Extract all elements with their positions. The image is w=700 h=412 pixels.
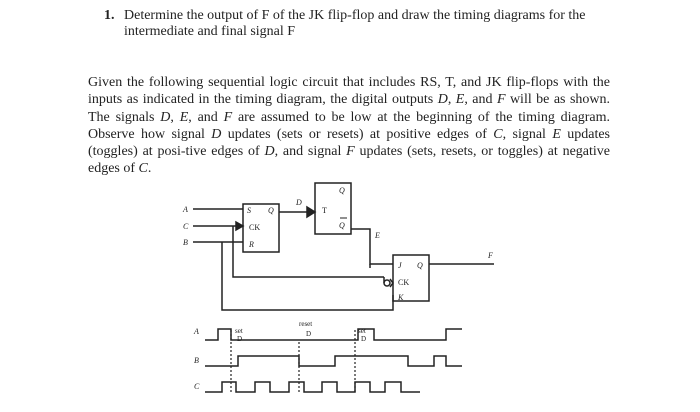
timing-row-c-label: C xyxy=(194,382,200,391)
jk-k-label: K xyxy=(398,293,404,302)
t-qbar-label: Q xyxy=(339,221,345,230)
wire-e xyxy=(351,229,393,264)
rs-r-label: R xyxy=(249,240,254,249)
annotation-set-1: set xyxy=(235,327,243,335)
annotation-d-1: D xyxy=(237,335,243,343)
description-paragraph: Given the following sequential logic circuit that includes RS, T, and JK flip-flops with the inputs as indicated in the timing diagram, the digital outputs D, E, and F will be as shown. The signals D, E, and F are assumed to be low at the beginning of the timing diagram. Observe how signal D updates (sets or resets) at positive edges of C, signal E updates (toggles) at posi-tive edges of D, and signal F updates (sets, resets, or toggles) at negative edges of C. xyxy=(88,75,611,177)
rs-q-label: Q xyxy=(268,206,274,215)
annotation-d-3: D xyxy=(361,335,367,343)
input-a-label: A xyxy=(183,205,188,214)
waveform-c xyxy=(205,382,420,392)
jk-clock-bubble xyxy=(384,280,390,286)
jk-ck-label: CK xyxy=(398,278,410,287)
t-flip-flop xyxy=(315,183,351,234)
annotation-d-2: D xyxy=(306,330,312,338)
question-line-1: Determine the output of F of the JK flip-flop and draw the timing diagrams for the xyxy=(124,8,586,23)
rs-ck-label: CK xyxy=(249,223,261,232)
t-q-label: Q xyxy=(339,186,345,195)
timing-diagram xyxy=(205,329,462,392)
annotation-set-2: set xyxy=(358,327,366,335)
rs-s-label: S xyxy=(247,206,251,215)
t-clock-arrow xyxy=(307,207,315,217)
t-t-label: T xyxy=(322,206,327,215)
wire-e-label: E xyxy=(375,231,380,240)
annotation-reset: reset xyxy=(299,320,313,328)
input-b-label: B xyxy=(183,238,188,247)
waveform-a xyxy=(205,329,462,340)
question-number: 1. xyxy=(104,8,115,23)
circuit-diagram xyxy=(193,183,494,310)
wire-d-label: D xyxy=(296,198,302,207)
timing-row-b-label: B xyxy=(194,356,199,365)
jk-q-label: Q xyxy=(417,261,423,270)
timing-row-a-label: A xyxy=(194,327,199,336)
question-line-2: intermediate and final signal F xyxy=(124,24,296,39)
rs-clock-arrow xyxy=(236,222,243,230)
output-f-label: F xyxy=(488,251,493,260)
jk-j-label: J xyxy=(398,261,402,270)
waveform-b xyxy=(205,356,462,366)
input-c-label: C xyxy=(183,222,189,231)
